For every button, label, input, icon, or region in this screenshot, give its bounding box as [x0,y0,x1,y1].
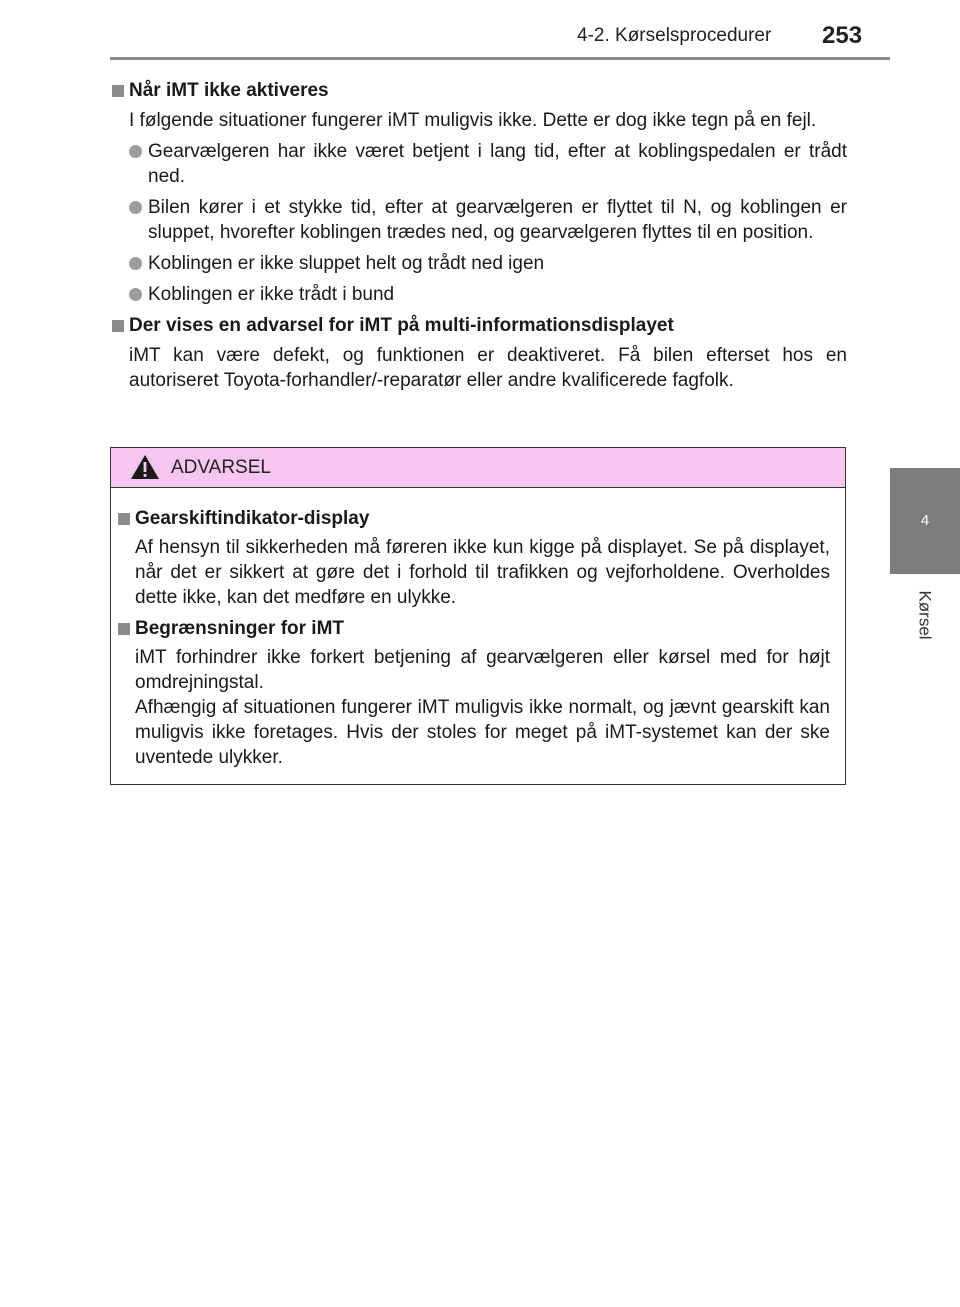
warning-section-title: Gearskiftindikator-display [117,506,830,532]
square-bullet-icon [118,513,130,525]
page-number: 253 [822,22,863,49]
square-bullet-icon [118,623,130,635]
warning-box [110,447,846,785]
list-item: Koblingen er ikke sluppet helt og trådt ned igen [129,251,847,276]
round-bullet-icon [129,257,142,270]
chapter-number: 4 [920,512,930,529]
section-paragraph: iMT kan være defekt, og funktionen er deaktiveret. Få bilen efterset hos en autoriseret Toyota-forhandler/-reparatør eller andre kvalificerede fagfolk. [129,345,847,391]
round-bullet-icon [129,201,142,214]
round-bullet-icon [129,288,142,301]
section-paragraph: I følgende situationer fungerer iMT muligvis ikke. Dette er dog ikke tegn på en fejl. [129,110,817,131]
warning-triangle-icon [130,454,160,480]
chapter-label-container [890,575,960,655]
square-bullet-icon [112,85,124,97]
warning-title: ADVARSEL [171,457,271,478]
running-header: 4-2. Kørselsprocedurer [577,25,772,46]
warning-paragraph: Afhængig af situationen fungerer iMT muligvis ikke normalt, og jævnt gearskift kan muligvis ikke foretages. Hvis der stoles for meget på iMT-systemet kan der ske uventede ulykker. [135,697,830,768]
round-bullet-icon [129,145,142,158]
warning-header [111,448,845,488]
list-item: Koblingen er ikke trådt i bund [129,282,847,307]
list-item: Gearvælgeren har ikke været betjent i lang tid, efter at koblingspedalen er trådt ned. [129,139,847,189]
header-rule [110,57,890,60]
warning-paragraph: Af hensyn til sikkerheden må føreren ikke kun kigge på displayet. Se på displayet, når det er sikkert at gøre det i forhold til trafikken og vejforholdene. Overholdes dette ikke, kan det medføre en ulykke. [135,537,830,608]
main-content [111,74,847,393]
warning-body [111,488,845,770]
warning-section-title: Begrænsninger for iMT [117,616,830,642]
chapter-tab [890,468,960,574]
chapter-label: Kørsel [916,590,935,640]
square-bullet-icon [112,320,124,332]
warning-paragraph: iMT forhindrer ikke forkert betjening af gearvælgeren eller kørsel med for højt omdrejningstal. [135,647,830,693]
list-item: Bilen kører i et stykke tid, efter at gearvælgeren er flyttet til N, og koblingen er sluppet, hvorefter koblingen trædes ned, og gearvælgeren flyttes til en position. [129,195,847,245]
section-title: Når iMT ikke aktiveres [111,78,847,104]
section-title: Der vises en advarsel for iMT på multi-informationsdisplayet [111,313,847,339]
